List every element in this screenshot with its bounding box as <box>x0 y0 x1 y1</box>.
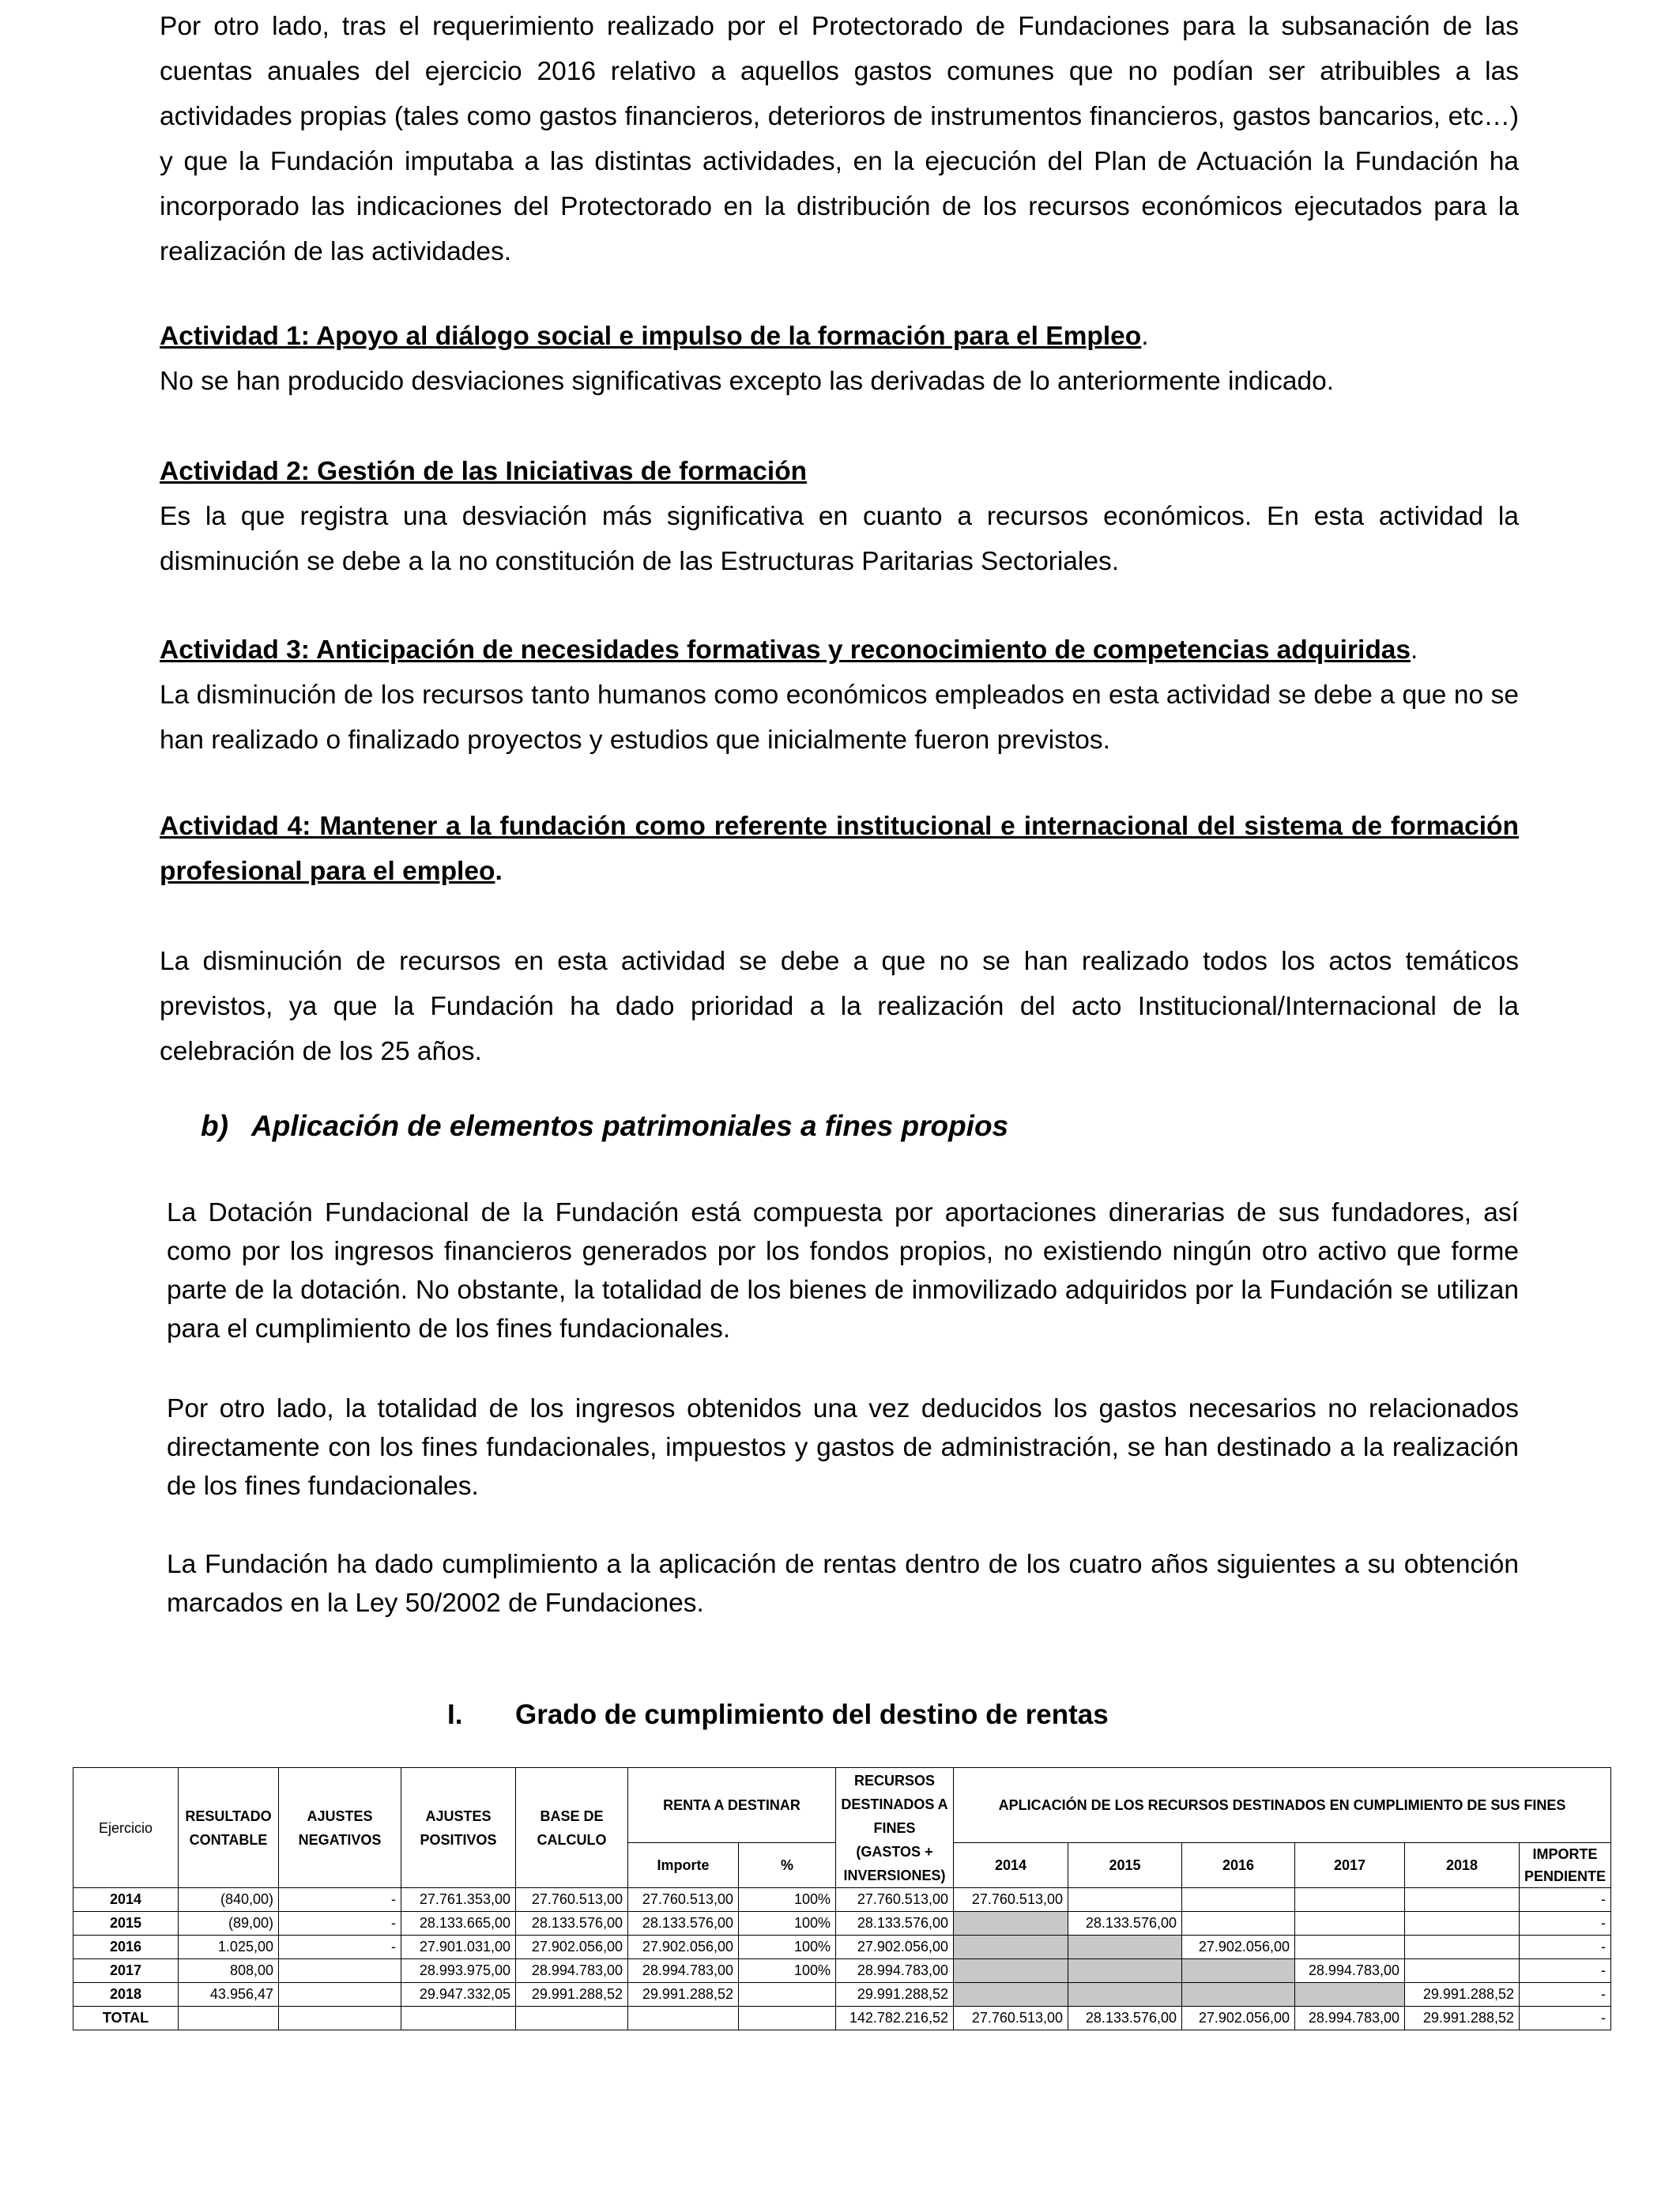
cell-app-2014 <box>954 1912 1068 1936</box>
cell-pendiente: - <box>1520 1912 1611 1936</box>
cell-pendiente: - <box>1520 1959 1611 1983</box>
cell-ajustes-positivos: 27.901.031,00 <box>401 1936 516 1959</box>
section-b-paragraph-3: La Fundación ha dado cumplimiento a la aplicación de rentas dentro de los cuatro años siguientes a su obtención marcados en la Ley 50/2002 de Fundaciones. <box>167 1550 1519 1618</box>
activity-2-heading: Actividad 2: Gestión de las Iniciativas de formación <box>160 457 808 486</box>
activity-1-block <box>160 314 1519 404</box>
table-section-number: I. <box>447 1699 463 1730</box>
activity-4-heading: Actividad 4: Mantener a la fundación como referente institucional e internacional del sistema de formación profesional para el empleo <box>160 812 1519 886</box>
cell-app-2014 <box>954 1983 1068 2007</box>
header-importe-pendiente: IMPORTE PENDIENTE <box>1520 1843 1611 1888</box>
cell-empty <box>279 2007 401 2030</box>
table-row <box>73 1959 1611 1983</box>
cell-importe: 27.902.056,00 <box>628 1936 739 1959</box>
section-b-paragraph-2: Por otro lado, la totalidad de los ingresos obtenidos una vez deducidos los gastos necesarios no relacionados directamente con los fines fundacionales, impuestos y gastos de administración, se han destinado a la realización de los fines fundacionales. <box>167 1394 1519 1501</box>
cell-resultado: (840,00) <box>179 1888 279 1912</box>
cell-app-2016 <box>1182 1983 1295 2007</box>
activity-4-heading-line <box>160 804 1519 894</box>
table-row <box>73 1912 1611 1936</box>
activity-3-text: La disminución de los recursos tanto humanos como económicos empleados en esta actividad se debe a que no se han realizado o finalizado proyectos y estudios que inicialmente fueron previstos. <box>160 680 1519 755</box>
cell-app-2016: 27.902.056,00 <box>1182 1936 1295 1959</box>
cell-ajustes-negativos: - <box>279 1936 401 1959</box>
cell-importe: 29.991.288,52 <box>628 1983 739 2007</box>
cell-total-app-2018: 29.991.288,52 <box>1405 2007 1520 2030</box>
cell-ajustes-positivos: 27.761.353,00 <box>401 1888 516 1912</box>
cell-app-2018 <box>1405 1936 1520 1959</box>
cell-year: 2017 <box>73 1959 179 1983</box>
header-ajustes-positivos: AJUSTES POSITIVOS <box>401 1768 516 1888</box>
section-b-title: Aplicación de elementos patrimoniales a fines propios <box>251 1110 1009 1142</box>
header-aplicacion: APLICACIÓN DE LOS RECURSOS DESTINADOS EN CUMPLIMIENTO DE SUS FINES <box>954 1768 1611 1843</box>
activity-2-text: Es la que registra una desviación más significativa en cuanto a recursos económicos. En esta actividad la disminución se debe a la no constitución de las Estructuras Paritarias Sectoriales. <box>160 502 1519 576</box>
activity-4-block <box>160 804 1519 1074</box>
cell-importe: 27.760.513,00 <box>628 1888 739 1912</box>
cell-empty <box>628 2007 739 2030</box>
cell-pct: 100% <box>739 1959 836 1983</box>
cell-total-app-2016: 27.902.056,00 <box>1182 2007 1295 2030</box>
cell-app-2018 <box>1405 1912 1520 1936</box>
cell-app-2016 <box>1182 1912 1295 1936</box>
cell-empty <box>179 2007 279 2030</box>
cell-ajustes-negativos <box>279 1959 401 1983</box>
cell-resultado: 43.956,47 <box>179 1983 279 2007</box>
activity-1-heading-suffix: . <box>1141 322 1149 351</box>
header-year-2015: 2015 <box>1068 1843 1182 1888</box>
cell-total-pendiente: - <box>1520 2007 1611 2030</box>
activity-2-heading-line <box>160 449 1519 494</box>
table-total-row <box>73 2007 1611 2030</box>
table-section-heading <box>447 1699 1109 1731</box>
intro-paragraph-block <box>160 4 1519 274</box>
cell-total-label: TOTAL <box>73 2007 179 2030</box>
cell-pendiente: - <box>1520 1888 1611 1912</box>
cell-app-2016 <box>1182 1888 1295 1912</box>
cell-app-2015 <box>1068 1959 1182 1983</box>
activity-1-heading: Actividad 1: Apoyo al diálogo social e impulso de la formación para el Empleo <box>160 322 1142 351</box>
cell-app-2018: 29.991.288,52 <box>1405 1983 1520 2007</box>
activity-4-text: La disminución de recursos en esta actividad se debe a que no se han realizado todos los actos temáticos previstos, ya que la Fundación ha dado prioridad a la realización del acto Institucional/Internacional de la celebración de los 25 años. <box>160 947 1519 1066</box>
cell-app-2015 <box>1068 1888 1182 1912</box>
cell-ajustes-negativos: - <box>279 1912 401 1936</box>
cell-app-2017 <box>1295 1912 1405 1936</box>
cell-year: 2015 <box>73 1912 179 1936</box>
activity-1-heading-line <box>160 314 1519 359</box>
section-b-paragraph-1: La Dotación Fundacional de la Fundación está compuesta por aportaciones dinerarias de sus fundadores, así como por los ingresos financieros generados por los fondos propios, no existiendo ningún otro activo que forme parte de la dotación. No obstante, la totalidad de los bienes de inmovilizado adquiridos por la Fundación se utilizan para el cumplimiento de los fines fundacionales. <box>167 1198 1519 1344</box>
cell-app-2015: 28.133.576,00 <box>1068 1912 1182 1936</box>
cell-empty <box>401 2007 516 2030</box>
cell-app-2018 <box>1405 1959 1520 1983</box>
cell-base: 28.994.783,00 <box>516 1959 628 1983</box>
cell-recursos: 29.991.288,52 <box>836 1983 954 2007</box>
activity-1-text: No se han producido desviaciones significativas excepto las derivadas de lo anteriormente indicado. <box>160 367 1335 396</box>
section-b-paragraph-1-block <box>167 1193 1519 1348</box>
cell-empty <box>739 2007 836 2030</box>
header-year-2014: 2014 <box>954 1843 1068 1888</box>
activity-3-heading-line <box>160 628 1519 673</box>
cell-ajustes-negativos <box>279 1983 401 2007</box>
table-section-title: Grado de cumplimiento del destino de rentas <box>515 1699 1109 1730</box>
cell-year: 2016 <box>73 1936 179 1959</box>
cell-app-2015 <box>1068 1983 1182 2007</box>
cell-ajustes-positivos: 29.947.332,05 <box>401 1983 516 2007</box>
cell-total-app-2017: 28.994.783,00 <box>1295 2007 1405 2030</box>
cell-recursos: 28.133.576,00 <box>836 1912 954 1936</box>
cell-resultado: 808,00 <box>179 1959 279 1983</box>
cell-ajustes-positivos: 28.133.665,00 <box>401 1912 516 1936</box>
cell-pendiente: - <box>1520 1983 1611 2007</box>
cell-resultado: (89,00) <box>179 1912 279 1936</box>
cell-resultado: 1.025,00 <box>179 1936 279 1959</box>
header-renta-destinar: RENTA A DESTINAR <box>628 1768 836 1843</box>
header-recursos-destinados: RECURSOS DESTINADOS A FINES (GASTOS + INVERSIONES) <box>836 1768 954 1888</box>
rentas-table <box>73 1767 1611 2030</box>
cell-base: 27.760.513,00 <box>516 1888 628 1912</box>
cell-recursos: 27.760.513,00 <box>836 1888 954 1912</box>
cell-pct <box>739 1983 836 2007</box>
cell-app-2018 <box>1405 1888 1520 1912</box>
activity-3-heading-suffix: . <box>1411 635 1418 665</box>
cell-total-app-2014: 27.760.513,00 <box>954 2007 1068 2030</box>
cell-pct: 100% <box>739 1936 836 1959</box>
section-b-paragraph-2-block <box>167 1389 1519 1506</box>
table-row <box>73 1888 1611 1912</box>
cell-base: 28.133.576,00 <box>516 1912 628 1936</box>
section-b-number: b) <box>201 1110 228 1142</box>
header-year-2017: 2017 <box>1295 1843 1405 1888</box>
table-row <box>73 1936 1611 1959</box>
activity-3-block <box>160 628 1519 763</box>
header-year-2016: 2016 <box>1182 1843 1295 1888</box>
cell-recursos: 27.902.056,00 <box>836 1936 954 1959</box>
cell-empty <box>516 2007 628 2030</box>
cell-importe: 28.994.783,00 <box>628 1959 739 1983</box>
cell-app-2016 <box>1182 1959 1295 1983</box>
cell-pct: 100% <box>739 1912 836 1936</box>
cell-app-2017: 28.994.783,00 <box>1295 1959 1405 1983</box>
cell-total-app-2015: 28.133.576,00 <box>1068 2007 1182 2030</box>
activity-4-heading-suffix: . <box>495 857 503 886</box>
cell-base: 27.902.056,00 <box>516 1936 628 1959</box>
header-importe: Importe <box>628 1843 739 1888</box>
cell-year: 2018 <box>73 1983 179 2007</box>
section-b-paragraph-3-block <box>167 1545 1519 1623</box>
table-row <box>73 1983 1611 2007</box>
cell-app-2014: 27.760.513,00 <box>954 1888 1068 1912</box>
header-year-2018: 2018 <box>1405 1843 1520 1888</box>
section-b-heading <box>201 1110 1008 1143</box>
cell-app-2017 <box>1295 1983 1405 2007</box>
cell-importe: 28.133.576,00 <box>628 1912 739 1936</box>
cell-app-2014 <box>954 1959 1068 1983</box>
cell-app-2017 <box>1295 1936 1405 1959</box>
header-pct: % <box>739 1843 836 1888</box>
activity-3-heading: Actividad 3: Anticipación de necesidades formativas y reconocimiento de competencias adquiridas <box>160 635 1411 665</box>
header-base-calculo: BASE DE CALCULO <box>516 1768 628 1888</box>
cell-pendiente: - <box>1520 1936 1611 1959</box>
cell-app-2015 <box>1068 1936 1182 1959</box>
cell-app-2017 <box>1295 1888 1405 1912</box>
header-ejercicio: Ejercicio <box>73 1768 179 1888</box>
cell-app-2014 <box>954 1936 1068 1959</box>
intro-paragraph: Por otro lado, tras el requerimiento realizado por el Protectorado de Fundaciones para la subsanación de las cuentas anuales del ejercicio 2016 relativo a aquellos gastos comunes que no podían ser atribuibles a las actividades propias (tales como gastos financieros, deterioros de instrumentos financieros, gastos bancarios, etc…) y que la Fundación imputaba a las distintas actividades, en la ejecución del Plan de Actuación la Fundación ha incorporado las indicaciones del Protectorado en la distribución de los recursos económicos ejecutados para la realización de las actividades. <box>160 12 1519 266</box>
header-resultado: RESULTADO CONTABLE <box>179 1768 279 1888</box>
cell-base: 29.991.288,52 <box>516 1983 628 2007</box>
cell-recursos: 28.994.783,00 <box>836 1959 954 1983</box>
cell-year: 2014 <box>73 1888 179 1912</box>
activity-2-block <box>160 449 1519 584</box>
cell-ajustes-negativos: - <box>279 1888 401 1912</box>
cell-pct: 100% <box>739 1888 836 1912</box>
cell-ajustes-positivos: 28.993.975,00 <box>401 1959 516 1983</box>
cell-total-recursos: 142.782.216,52 <box>836 2007 954 2030</box>
header-ajustes-negativos: AJUSTES NEGATIVOS <box>279 1768 401 1888</box>
table-header-row-1 <box>73 1768 1611 1843</box>
